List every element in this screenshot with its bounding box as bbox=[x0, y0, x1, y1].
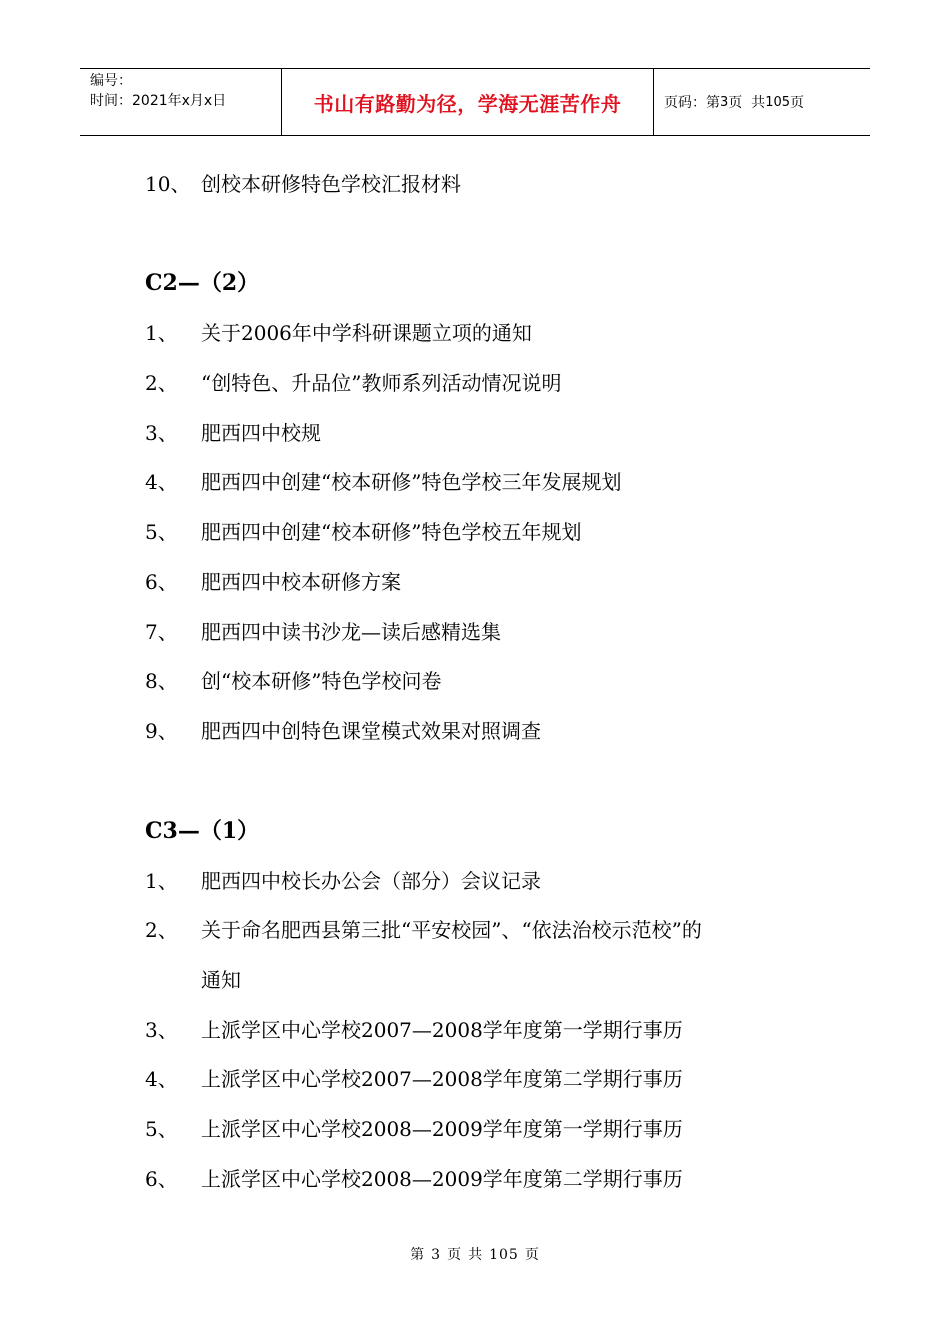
list-item-number: 6、 bbox=[145, 570, 178, 594]
list-item-text: “创特色、升品位”教师系列活动情况说明 bbox=[201, 371, 562, 395]
list-item-text: 肥西四中校本研修方案 bbox=[201, 570, 401, 594]
list-item-text: 上派学区中心学校2008—2009学年度第二学期行事历 bbox=[201, 1167, 683, 1191]
list-item-number: 10、 bbox=[145, 172, 191, 196]
list-item bbox=[145, 666, 441, 696]
list-item-text: 关于命名肥西县第三批“平安校园”、“依法治校示范校”的 bbox=[201, 918, 702, 942]
list-item bbox=[145, 1114, 683, 1144]
list-item-text: 上派学区中心学校2007—2008学年度第二学期行事历 bbox=[201, 1067, 683, 1091]
header-meta bbox=[80, 69, 282, 135]
list-item-text: 肥西四中创特色课堂模式效果对照调查 bbox=[201, 719, 541, 743]
list-item-number: 4、 bbox=[145, 470, 178, 494]
list-item bbox=[145, 567, 401, 597]
page-header bbox=[80, 68, 870, 136]
list-item bbox=[145, 418, 321, 448]
list-item-number: 4、 bbox=[145, 1067, 178, 1091]
list-item-number: 5、 bbox=[145, 1117, 178, 1141]
list-item-number: 8、 bbox=[145, 669, 178, 693]
list-item bbox=[145, 517, 581, 547]
list-item bbox=[145, 169, 461, 199]
footer-page-total: 105 bbox=[489, 1247, 519, 1263]
list-item-text: 肥西四中校长办公会（部分）会议记录 bbox=[201, 869, 541, 893]
footer-suffix: 页 bbox=[524, 1247, 540, 1263]
list-item-text: 肥西四中读书沙龙—读后感精选集 bbox=[201, 620, 501, 644]
list-item bbox=[145, 915, 702, 945]
list-item-number: 3、 bbox=[145, 1018, 178, 1042]
footer-prefix: 第 bbox=[410, 1247, 426, 1263]
list-item-number: 2、 bbox=[145, 918, 178, 942]
list-item bbox=[145, 1064, 683, 1094]
list-item-text: 肥西四中校规 bbox=[201, 421, 321, 445]
list-item bbox=[145, 1015, 683, 1045]
list-item-text: 关于2006年中学科研课题立项的通知 bbox=[201, 321, 532, 345]
list-item-text: 上派学区中心学校2008—2009学年度第一学期行事历 bbox=[201, 1117, 683, 1141]
list-item bbox=[145, 1164, 683, 1194]
list-item bbox=[145, 467, 621, 497]
header-page-info bbox=[654, 69, 870, 135]
list-item-number: 6、 bbox=[145, 1167, 178, 1191]
header-page-total: 105 bbox=[765, 94, 791, 110]
list-item bbox=[145, 368, 561, 398]
header-code-label: 编号： bbox=[90, 73, 132, 89]
section-title-c3: C3—（1） bbox=[145, 818, 260, 844]
footer-mid1: 页 bbox=[447, 1247, 463, 1263]
footer-page-current: 3 bbox=[431, 1247, 442, 1263]
header-motto: 书山有路勤为径，学海无涯苦作舟 bbox=[282, 69, 654, 135]
list-item bbox=[145, 716, 541, 746]
list-item bbox=[145, 617, 501, 647]
list-item bbox=[145, 866, 541, 896]
list-item bbox=[145, 318, 532, 348]
page-footer bbox=[0, 1244, 950, 1264]
list-item-number: 1、 bbox=[145, 869, 178, 893]
header-page-mid: 页 共 bbox=[728, 95, 766, 111]
list-item-text: 上派学区中心学校2007—2008学年度第一学期行事历 bbox=[201, 1018, 683, 1042]
list-item-text: 创“校本研修”特色学校问卷 bbox=[201, 669, 442, 693]
header-page-current: 3 bbox=[720, 94, 729, 110]
list-item-number: 5、 bbox=[145, 520, 178, 544]
list-item-number: 1、 bbox=[145, 321, 178, 345]
list-item-text: 肥西四中创建“校本研修”特色学校五年规划 bbox=[201, 520, 582, 544]
list-item-number: 9、 bbox=[145, 719, 178, 743]
list-item-continuation: 通知 bbox=[201, 968, 241, 992]
footer-mid2: 共 bbox=[468, 1247, 484, 1263]
list-item-number: 2、 bbox=[145, 371, 178, 395]
list-item-text: 肥西四中创建“校本研修”特色学校三年发展规划 bbox=[201, 470, 622, 494]
section-title-c2: C2—（2） bbox=[145, 270, 260, 296]
header-page-suffix: 页 bbox=[790, 95, 805, 111]
header-page-prefix: 页码：第 bbox=[664, 95, 720, 111]
list-item-text: 创校本研修特色学校汇报材料 bbox=[201, 172, 461, 196]
header-time-label: 时间：2021年x月x日 bbox=[90, 93, 227, 109]
list-item-number: 3、 bbox=[145, 421, 178, 445]
list-item-number: 7、 bbox=[145, 620, 178, 644]
